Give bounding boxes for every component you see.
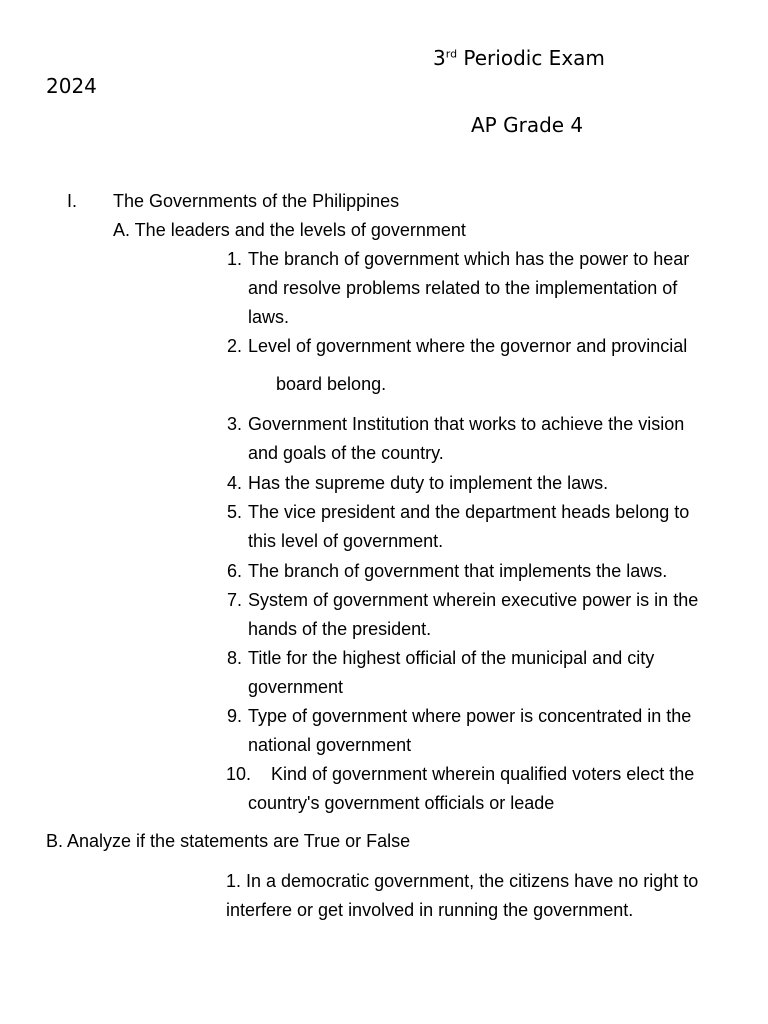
- exam-title: [433, 46, 605, 70]
- item-text: The branch of government that implements the laws.: [248, 561, 668, 581]
- exam-number: 3: [433, 46, 446, 70]
- item-number: 1.: [226, 249, 242, 269]
- item-text: Government Institution that works to achieve the vision and goals of the country.: [248, 414, 685, 463]
- item-text-continuation: board belong.: [276, 374, 387, 394]
- item-text: Type of government where power is concentrated in the national government: [248, 706, 692, 755]
- exam-number-suffix: rd: [445, 47, 458, 61]
- section-roman-numeral: I.: [67, 191, 78, 211]
- item-text: The vice president and the department heads belong to this level of government.: [248, 502, 690, 551]
- item-text: Has the supreme duty to implement the laws.: [248, 473, 609, 493]
- item-number: 5.: [226, 502, 242, 522]
- exam-year: 2024: [46, 74, 97, 98]
- section-b-title: B. Analyze if the statements are True or False: [46, 831, 411, 851]
- item-number: 10.: [226, 764, 252, 784]
- item-text: System of government wherein executive power is in the hands of the president.: [248, 590, 699, 639]
- item-number: 2.: [226, 336, 242, 356]
- item-text: Title for the highest official of the municipal and city government: [248, 648, 655, 697]
- statement-text: 1. In a democratic government, the citizens have no right to: [226, 871, 699, 891]
- section-title: The Governments of the Philippines: [113, 191, 400, 211]
- subsection-a-title: A. The leaders and the levels of government: [113, 220, 466, 240]
- subject-grade: AP Grade 4: [471, 113, 584, 137]
- item-text: Kind of government wherein qualified voters elect the country's government officials or leade: [248, 764, 695, 813]
- item-number: 7.: [226, 590, 242, 610]
- item-number: 4.: [226, 473, 242, 493]
- item-number: 9.: [226, 706, 242, 726]
- item-number: 3.: [226, 414, 242, 434]
- item-number: 6.: [226, 561, 242, 581]
- item-number: 8.: [226, 648, 242, 668]
- exam-title-text: Periodic Exam: [457, 46, 605, 70]
- item-text: Level of government where the governor and provincial: [248, 336, 688, 356]
- statement-text-continuation: interfere or get involved in running the government.: [226, 900, 634, 920]
- item-text: The branch of government which has the power to hear and resolve problems related to the implementation of laws.: [248, 249, 690, 327]
